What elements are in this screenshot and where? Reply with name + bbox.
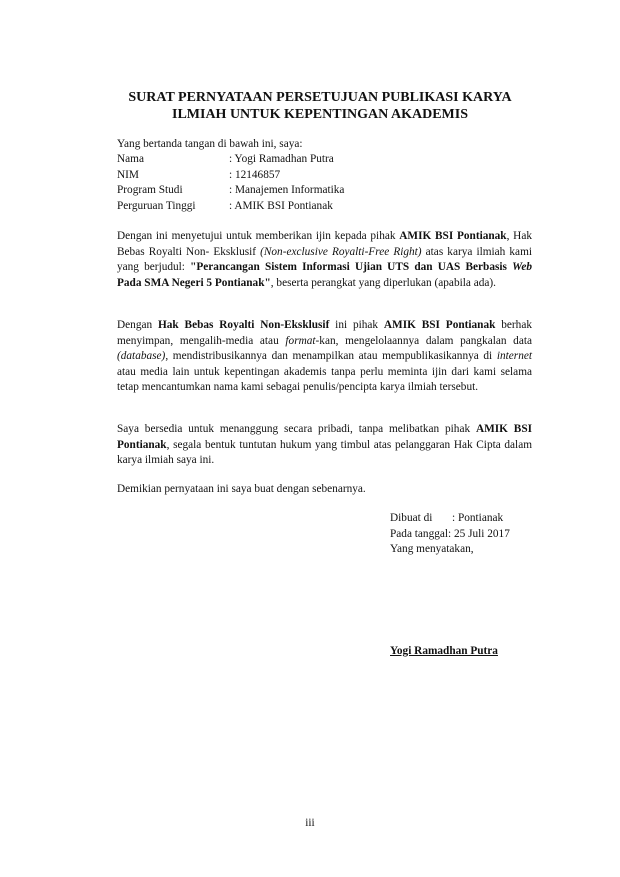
institution-name: AMIK BSI Pontianak [383,319,496,331]
signature-closing: Yang menyatakan, [390,543,474,555]
place-label: Dibuat di [390,512,433,524]
text-run: Saya bersedia untuk menanggung secara pribadi, tanpa melibatkan pihak [117,423,476,435]
signature-date: Pada tanggal: 25 Juli 2017 [390,527,510,540]
work-title: "Perancangan Sistem Informasi Ujian UTS dan UAS Berbasis [190,261,513,273]
text-run: atas karya ilmiah kami yang berjudul: [117,245,533,273]
identity-label: Nama [117,153,144,165]
text-run: -kan, mengelolaannya dalam pangkalan data [315,334,533,347]
signature-block [390,511,510,558]
italic-term: (database) [117,350,166,362]
text-run: , beserta perangkat yang diperlukan (apabila ada). [270,276,496,289]
identity-row-nim [117,168,344,184]
license-name: Hak Bebas Royalti Non-Eksklusif [157,319,330,331]
identity-row-program [117,183,344,199]
identity-row-university [117,199,344,215]
text-run: , Hak Bebas Royalti Non- Eksklusif [117,230,532,258]
paragraph-liability [117,422,532,469]
signer-name: Yogi Ramadhan Putra [390,645,498,657]
title-line-1: SURAT PERNYATAAN PERSETUJUAN PUBLIKASI KARYA [128,90,512,105]
page-number: iii [305,817,315,829]
text-run: Dengan [117,319,158,331]
text-run: , mendistribusikannya dan menampilkan atau mempublikasikannya di [165,350,497,362]
license-term: (Non-exclusive Royalti-Free Right) [260,245,422,258]
italic-term: format [285,334,316,347]
place-value: : Pontianak [452,512,504,524]
institution-name: AMIK BSI Pontianak [117,423,533,451]
identity-value: : Manajemen Informatika [229,184,345,196]
italic-term: internet [496,350,532,362]
intro-text: Yang bertanda tangan di bawah ini, saya: [117,138,303,150]
text-run: Dengan ini menyetujui untuk memberikan ijin kepada pihak [117,230,400,242]
paragraph-closing: Demikian pernyataan ini saya buat dengan sebenarnya. [117,483,366,495]
identity-value: : 12146857 [229,168,281,181]
paragraph-rights [117,318,532,396]
identity-table [117,152,344,214]
work-title-italic: Web [512,261,532,273]
identity-label: Program Studi [117,184,183,196]
identity-label: Perguruan Tinggi [117,199,196,212]
identity-row-name [117,152,344,168]
text-run: berhak menyimpan, mengalih-media atau [117,319,532,347]
work-title-end: Pada SMA Negeri 5 Pontianak" [117,276,271,289]
text-run: atau media lain untuk kepentingan akademis tanpa perlu meminta ijin dari kami selama tetap mencantumkan nama kami sebagai penulis/pencipta karya ilmiah tersebut. [117,365,532,393]
paragraph-consent [117,229,532,291]
identity-value: : Yogi Ramadhan Putra [229,153,334,165]
identity-value: : AMIK BSI Pontianak [229,199,333,212]
text-run: , segala bentuk tuntutan hukum yang timbul atas pelanggaran Hak Cipta dalam karya ilmiah saya ini. [117,438,532,466]
institution-name: AMIK BSI Pontianak [399,230,507,242]
signature-place [390,511,510,527]
text-run: ini pihak [329,319,384,331]
identity-label: NIM [117,168,139,181]
document-title [100,89,540,123]
title-line-2: ILMIAH UNTUK KEPENTINGAN AKADEMIS [172,107,468,122]
